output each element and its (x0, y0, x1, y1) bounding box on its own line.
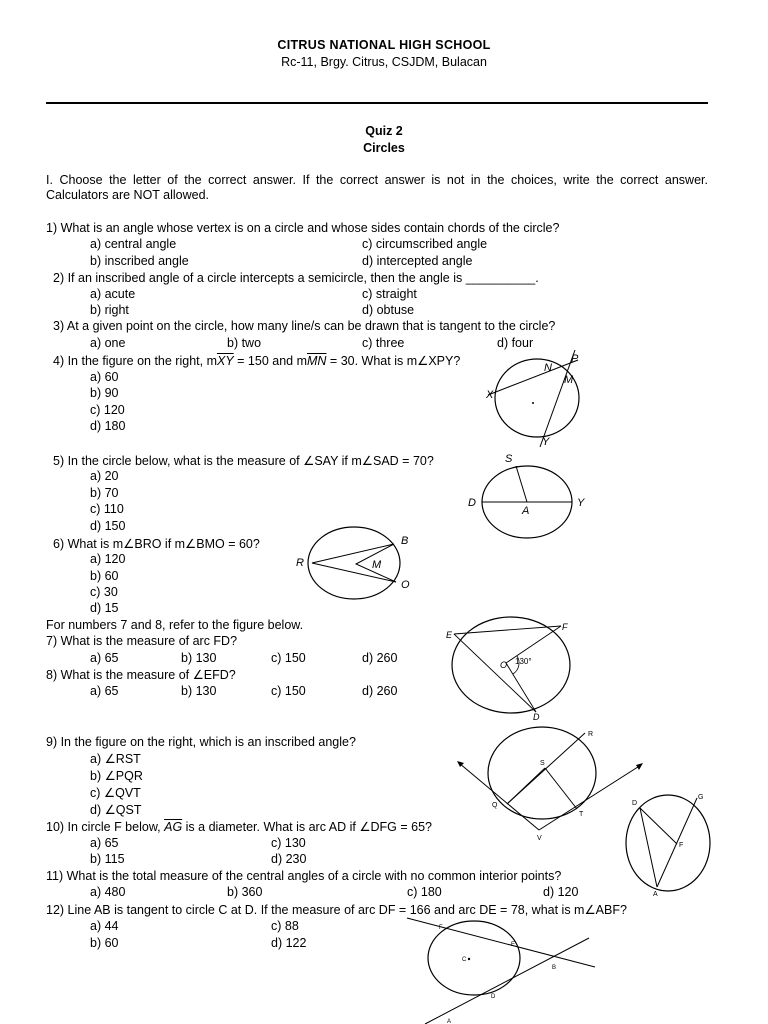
q1-option-c: c) circumscribed angle (362, 237, 488, 251)
q6-option-c: c) 30 (90, 585, 118, 599)
q7-option-a: a) 65 (90, 651, 119, 665)
arc-mn: $\overline{MN}$ (307, 354, 327, 368)
q7-option-c: c) 150 (271, 651, 306, 665)
fig4-label-n: N (544, 362, 552, 374)
fig10-label-a: A (653, 891, 658, 898)
fig5-label-a: A (522, 505, 530, 517)
fig12-label-b: B (552, 965, 557, 971)
fig9-label-t: T (579, 811, 584, 818)
q5-option-b: b) 70 (90, 486, 119, 500)
q6-option-b: b) 60 (90, 569, 119, 583)
figure-q4 (470, 345, 590, 450)
quiz-topic: Circles (363, 141, 405, 155)
fig12-label-a: A (447, 1019, 452, 1024)
q1-option-a: a) central angle (90, 237, 177, 251)
figure-q5 (462, 452, 592, 527)
question-8: 8) What is the measure of ∠EFD? (46, 668, 236, 682)
fig78-label-o: O (500, 660, 508, 670)
school-name: CITRUS NATIONAL HIGH SCHOOL (277, 38, 491, 52)
fig12-label-c: C (462, 957, 467, 963)
q1-option-d: d) intercepted angle (362, 254, 473, 268)
q1-option-b: b) inscribed angle (90, 254, 189, 268)
fig12-circle (428, 921, 520, 995)
q4-option-b: b) 90 (90, 386, 119, 400)
q2-option-c: c) straight (362, 287, 417, 301)
fig4-label-p: P (571, 353, 579, 365)
figure-q6 (292, 520, 417, 600)
q2-option-a: a) acute (90, 287, 136, 301)
fig12-tangent-ab (425, 938, 589, 1024)
fig10-chord-da (640, 808, 657, 887)
fig78-label-e: E (446, 630, 453, 640)
fig4-label-x: X (486, 389, 494, 401)
q5-option-c: c) 110 (90, 502, 124, 516)
q9-option-b: b) ∠PQR (90, 769, 143, 783)
fig5-radius-as (516, 466, 527, 502)
header-divider (46, 102, 708, 104)
fig9-segment-st (545, 768, 577, 809)
q8-option-c: c) 150 (271, 684, 306, 698)
q2-option-b: b) right (90, 303, 129, 317)
question-3: 3) At a given point on the circle, how many line/s can be drawn that is tangent to the circle? (53, 319, 556, 333)
fig10-label-f: F (679, 842, 684, 849)
fig6-label-m: M (372, 559, 382, 571)
q10-option-d: d) 230 (271, 852, 307, 866)
question-7: 7) What is the measure of arc FD? (46, 634, 238, 648)
fig12-label-d: D (491, 994, 496, 1000)
fig9-segment-qs (507, 768, 545, 804)
figure-q10 (618, 790, 710, 898)
fig5-label-y: Y (577, 497, 585, 509)
q7-option-d: d) 260 (362, 651, 398, 665)
fig10-label-d: D (632, 800, 638, 807)
q3-option-b: b) two (227, 336, 262, 350)
question-2: 2) If an inscribed angle of a circle intercepts a semicircle, then the angle is __________. (53, 271, 539, 285)
fig78-label-f: F (562, 622, 568, 632)
question-5: 5) In the circle below, what is the measure of ∠SAY if m∠SAD = 70? (53, 454, 434, 468)
q3-option-d: d) four (497, 336, 534, 350)
question-1: 1) What is an angle whose vertex is on a circle and whose sides contain chords of the circle? (46, 221, 560, 235)
fig9-label-v: V (537, 835, 542, 842)
fig4-label-m: M (564, 374, 574, 386)
q6-option-d: d) 15 (90, 601, 119, 615)
q4-option-a: a) 60 (90, 370, 119, 384)
question-11: 11) What is the total measure of the central angles of a circle with no common interior points? (46, 869, 562, 883)
fig4-center-dot (532, 402, 534, 404)
fig12-center-dot (468, 958, 470, 960)
q3-option-a: a) one (90, 336, 126, 350)
q10-option-c: c) 130 (271, 836, 306, 850)
q4-option-d: d) 180 (90, 419, 126, 433)
q7-option-b: b) 130 (181, 651, 217, 665)
q8-option-b: b) 130 (181, 684, 217, 698)
fig9-label-r: R (588, 731, 594, 738)
fig5-label-d: D (468, 497, 476, 509)
fig12-secant-bf (407, 918, 595, 967)
fig6-label-r: R (296, 557, 304, 569)
fig10-radius-fd (640, 808, 677, 844)
q12-option-b: b) 60 (90, 936, 119, 950)
q12-option-d: d) 122 (271, 936, 307, 950)
instructions: I. Choose the letter of the correct answer. If the correct answer is not in the choices, write the correct answer. Calculators are NOT allowed. (46, 173, 708, 202)
q11-option-d: d) 120 (543, 885, 579, 899)
fig78-angle-130: 130° (515, 657, 532, 666)
fig9-arrow-right (636, 763, 643, 770)
q2-option-d: d) obtuse (362, 303, 415, 317)
question-6: 6) What is m∠BRO if m∠BMO = 60? (53, 537, 260, 551)
fig10-circle (626, 795, 710, 891)
school-address: Rc-11, Brgy. Citrus, CSJDM, Bulacan (281, 55, 487, 69)
fig9-circle (488, 727, 596, 819)
q9-option-c: c) ∠QVT (90, 786, 141, 800)
note-7-8: For numbers 7 and 8, refer to the figure below. (46, 618, 304, 632)
fig12-label-f: F (439, 925, 443, 931)
q12-option-c: c) 88 (271, 919, 299, 933)
q8-option-a: a) 65 (90, 684, 119, 698)
q9-option-a: a) ∠RST (90, 752, 141, 766)
figure-q7-8 (443, 617, 578, 722)
arc-xy: $\overline{XY}$ (216, 354, 234, 368)
quiz-title: Quiz 2 (365, 124, 403, 138)
fig6-circle (308, 527, 400, 599)
fig9-tangent-left (459, 763, 539, 830)
question-4: 4) In the figure on the right, $m\overline{XY} = 150$ and $m\overline{MN} = 30$. What is m∠XPY? (53, 354, 461, 368)
q4-option-c: c) 120 (90, 403, 125, 417)
question-10: 10) In circle F below, $\overline{AG}$ is a diameter. What is arc AD if ∠DFG = 65? (46, 820, 433, 834)
question-9: 9) In the figure on the right, which is an inscribed angle? (46, 735, 356, 749)
q11-option-c: c) 180 (407, 885, 442, 899)
q8-option-d: d) 260 (362, 684, 398, 698)
fig78-chord-ed (454, 634, 536, 712)
fig5-label-s: S (505, 453, 513, 465)
question-12: 12) Line AB is tangent to circle C at D. If the measure of arc DF = 166 and arc DE = 78, what is m∠ABF? (46, 903, 627, 917)
segment-ag: $\overline{AG}$ (164, 820, 183, 834)
fig9-label-q: Q (492, 802, 498, 809)
fig9-label-s: S (540, 760, 545, 767)
q5-option-a: a) 20 (90, 469, 119, 483)
fig4-label-y: Y (542, 436, 550, 448)
fig4-circle (495, 359, 579, 437)
fig78-label-d: D (533, 712, 540, 722)
fig6-label-o: O (401, 579, 410, 591)
figure-q12 (405, 914, 605, 1024)
q5-option-d: d) 150 (90, 519, 126, 533)
q11-option-b: b) 360 (227, 885, 263, 899)
q10-option-b: b) 115 (90, 852, 125, 866)
q3-option-c: c) three (362, 336, 405, 350)
fig6-label-b: B (401, 535, 409, 547)
q9-option-d: d) ∠QST (90, 803, 142, 817)
fig10-label-g: G (698, 794, 704, 801)
q12-option-a: a) 44 (90, 919, 119, 933)
fig12-label-e: E (511, 942, 516, 948)
fig10-diameter-ag (657, 798, 697, 887)
q6-option-a: a) 120 (90, 552, 126, 566)
q10-option-a: a) 65 (90, 836, 119, 850)
q11-option-a: a) 480 (90, 885, 126, 899)
